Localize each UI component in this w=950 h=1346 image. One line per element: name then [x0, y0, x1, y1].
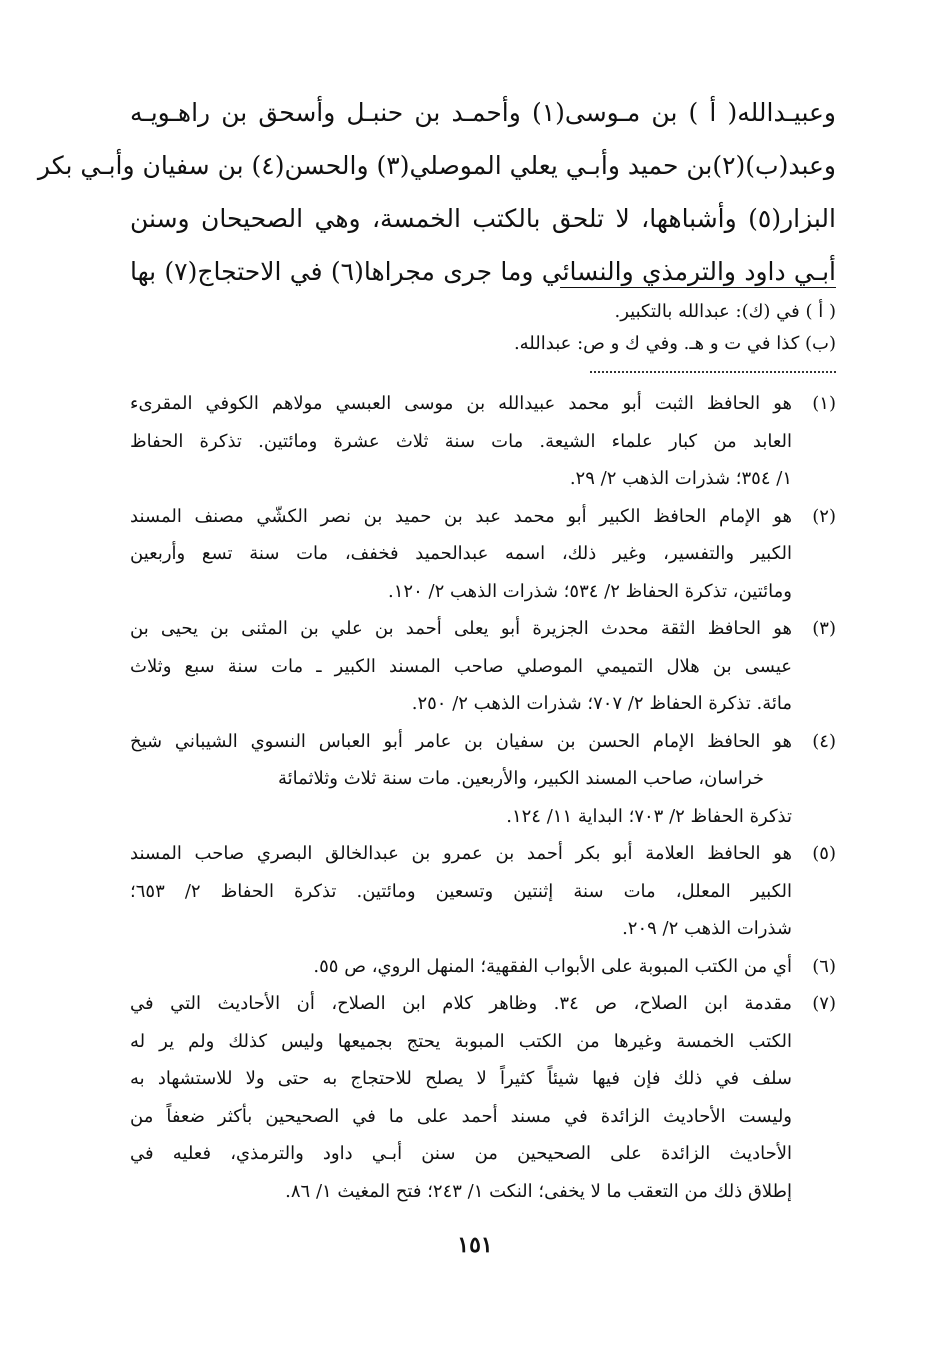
footnote-number: (٢) — [812, 505, 836, 527]
footnote-body — [130, 835, 792, 948]
footnote — [130, 385, 836, 498]
variant-note: ( أ ) في (ك): عبدالله بالتكبير. — [614, 301, 836, 322]
footnote — [130, 723, 836, 836]
main-text — [37, 86, 836, 298]
footnote-body — [130, 948, 792, 986]
footnote-line: مائة. تذكرة الحفاظ ٢/ ٧٠٧؛ شذرات الذهب ٢/ ٢٥٠. — [411, 693, 792, 714]
footnote — [130, 498, 836, 611]
footnote-line: مقدمة ابن الصلاح، ص ٣٤. وظاهر كلام ابن الصلاح، أن الأحاديث التي في — [130, 993, 792, 1014]
footnote-line: هو الحافظ العلامة أبو بكر أحمد بن عمرو بن عبدالخالق البصري صاحب المسند — [130, 843, 792, 864]
footnote-line: أي من الكتب المبوبة على الأبواب الفقهية؛ المنهل الروي، ص ٥٥. — [313, 955, 792, 977]
footnote-number: (٧) — [812, 993, 836, 1014]
variant-note: (ب) كذا في ت و هـ. وفي ك و ص: عبدالله. — [513, 333, 836, 354]
main-text-line: البزار(٥) وأشباهها، لا تلحق بالكتب الخمسة، وهي الصحيحان وسنن — [130, 204, 836, 233]
page-number: ١٥١ — [457, 1232, 493, 1258]
footnote — [130, 985, 836, 1210]
footnote — [130, 835, 836, 948]
footnote-line: هو الحافظ الثقة محدث الجزيرة أبو يعلى أحمد بن علي بن المثنى بن يحيى بن — [130, 618, 792, 639]
footnote-line: ١/ ٣٥٤؛ شذرات الذهب ٢/ ٢٩. — [569, 468, 792, 489]
footnote-line: تذكرة الحفاظ ٢/ ٧٠٣؛ البداية ١١/ ١٢٤. — [506, 805, 792, 827]
footnote-line: وليست الأحاديث الزائدة في مسند أحمد على ما في الصحيحين بأكثر ضعفاً من — [130, 1105, 792, 1127]
main-text-line: وعبد(ب)(٢)بن حميد وأبـي يعلي الموصلي(٣) والحسن(٤) بن سفيان وأبـي بكر — [37, 151, 836, 180]
footnote-line: خراسان، صاحب المسند الكبير، والأربعين. مات سنة ثلاث وثلاثمائة — [278, 768, 764, 789]
footnote — [130, 948, 836, 986]
footnote-body — [130, 385, 792, 498]
footnote-body — [130, 610, 792, 723]
variant-notes — [300, 296, 836, 360]
footnote-line: إطلاق ذلك من التعقب ما لا يخفى؛ النكت ١/ ٢٤٣؛ فتح المغيث ١/ ٨٦. — [285, 1180, 792, 1202]
footnote-line: شذرات الذهب ٢/ ٢٠٩. — [622, 918, 792, 939]
footnote-number: (٥) — [812, 843, 836, 864]
footnote-line: الكتب الخمسة وغيرها من الكتب المبوبة يحتج بجميعها وليس كذلك ولم ير له — [130, 1030, 792, 1052]
footnote-body — [130, 723, 792, 836]
footnote-number: (١) — [812, 393, 836, 414]
footnote-line: عيسى بن هلال التميمي الموصلي صاحب المسند الكبير ـ مات سنة سبع وثلاث — [130, 655, 792, 677]
main-text-line: أبـي داود والترمذي والنسائي وما جرى مجراها(٦) في الاحتجاج(٧) بها — [130, 257, 836, 286]
footnote-line: سلف في ذلك فإن فيها شيئاً كثيراً لا يصلح للاحتجاج به حتى ولا للاستشهاد به — [130, 1068, 792, 1089]
footnote-separator — [560, 287, 836, 288]
dotted-separator — [590, 371, 836, 373]
footnote-line: هو الحافظ الثبت أبو محمد عبيدالله بن موسى العبسي مولاهم الكوفي المقرىء — [130, 393, 792, 414]
footnote-number: (٣) — [812, 618, 836, 639]
footnote-number: (٦) — [812, 955, 836, 977]
footnote-line: هو الحافظ الإمام الحسن بن سفيان بن عامر أبو العباس النسوي الشيباني شيخ — [130, 730, 792, 752]
footnote-line: العابد من كبار علماء الشيعة. مات سنة ثلاث عشرة ومائتين. تذكرة الحفاظ — [130, 430, 792, 452]
footnote-body — [130, 498, 792, 611]
footnote-line: الكبير المعلل، مات سنة إثنتين وتسعين ومائتين. تذكرة الحفاظ ٢/ ٦٥٣؛ — [130, 880, 792, 902]
footnote — [130, 610, 836, 723]
footnote-line: الأحاديث الزائدة على الصحيحين من سنن أبـي داود والترمذي، فعليه في — [130, 1143, 792, 1164]
footnote-body — [130, 985, 792, 1210]
footnote-number: (٤) — [812, 730, 836, 752]
footnote-line: ومائتين، تذكرة الحفاظ ٢/ ٥٣٤؛ شذرات الذهب ٢/ ١٢٠. — [388, 580, 792, 602]
main-text-line: وعبيـدالله( أ ) بن مـوسى(١) وأحمـد بن حنبـل وأسحق بن راهـويـه — [130, 98, 836, 127]
footnotes — [130, 385, 836, 1210]
footnote-line: هو الإمام الحافظ الكبير أبو محمد عبد بن حميد بن نصر الكشّي مصنف المسند — [130, 505, 792, 527]
footnote-line: الكبير والتفسير، وغير ذلك، اسمه عبدالحميد فخفف، مات سنة تسع وأربعين — [130, 543, 792, 564]
